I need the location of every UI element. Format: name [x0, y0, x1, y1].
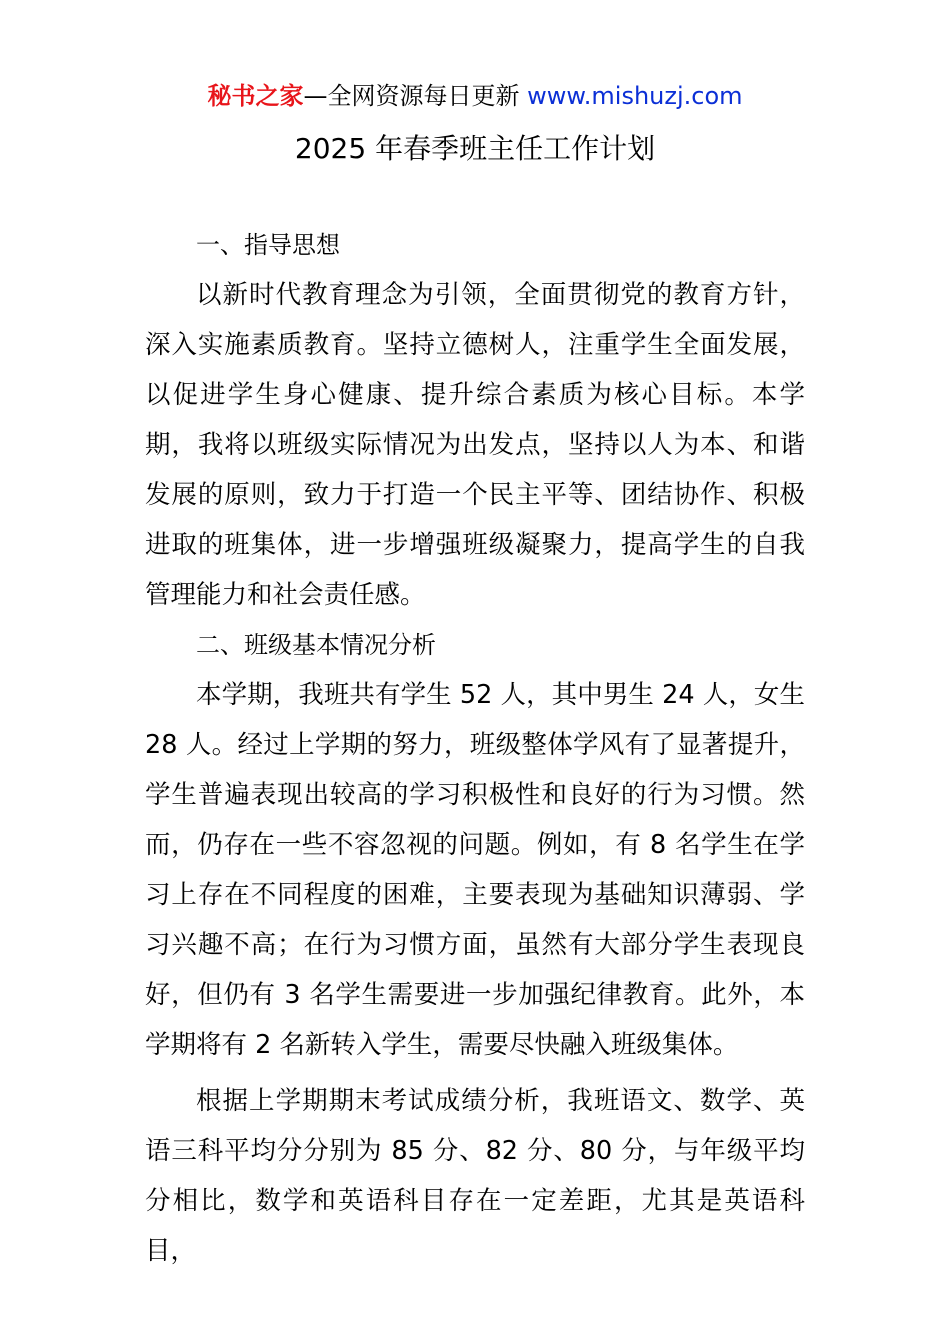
paragraph: 根据上学期期末考试成绩分析，我班语文、数学、英语三科平均分分别为 85 分、82 分、80 分，与年级平均分相比，数学和英语科目存在一定差距，尤其是英语科目， — [145, 1086, 805, 1266]
header-tagline: —全网资源每日更新 — [303, 82, 520, 110]
section-heading-guiding-ideology: 一、指导思想 — [196, 231, 340, 259]
site-url[interactable]: www.mishuzj.com — [527, 82, 743, 110]
document-body — [145, 220, 805, 1276]
site-header — [0, 80, 950, 112]
document-title: 2025 年春季班主任工作计划 — [294, 132, 656, 165]
section-heading-class-analysis: 二、班级基本情况分析 — [196, 631, 436, 659]
brand-name: 秘书之家 — [207, 82, 304, 110]
paragraph: 本学期，我班共有学生 52 人，其中男生 24 人，女生 28 人。经过上学期的努力，班级整体学风有了显著提升，学生普遍表现出较高的学习积极性和良好的行为习惯。然而，仍存在一些不容忽视的问题。例如，有 8 名学生在学习上存在不同程度的困难，主要表现为基础知识薄弱、学习兴趣不高；在行为习惯方面，虽然有大部分学生表现良好，但仍有 3 名学生需要进一步加强纪律教育。此外，本学期将有 2 名新转入学生，需要尽快融入班级集体。 — [145, 680, 805, 1060]
paragraph: 以新时代教育理念为引领，全面贯彻党的教育方针，深入实施素质教育。坚持立德树人，注重学生全面发展，以促进学生身心健康、提升综合素质为核心目标。本学期，我将以班级实际情况为出发点，坚持以人为本、和谐发展的原则，致力于打造一个民主平等、团结协作、积极进取的班集体，进一步增强班级凝聚力，提高学生的自我管理能力和社会责任感。 — [145, 280, 805, 610]
